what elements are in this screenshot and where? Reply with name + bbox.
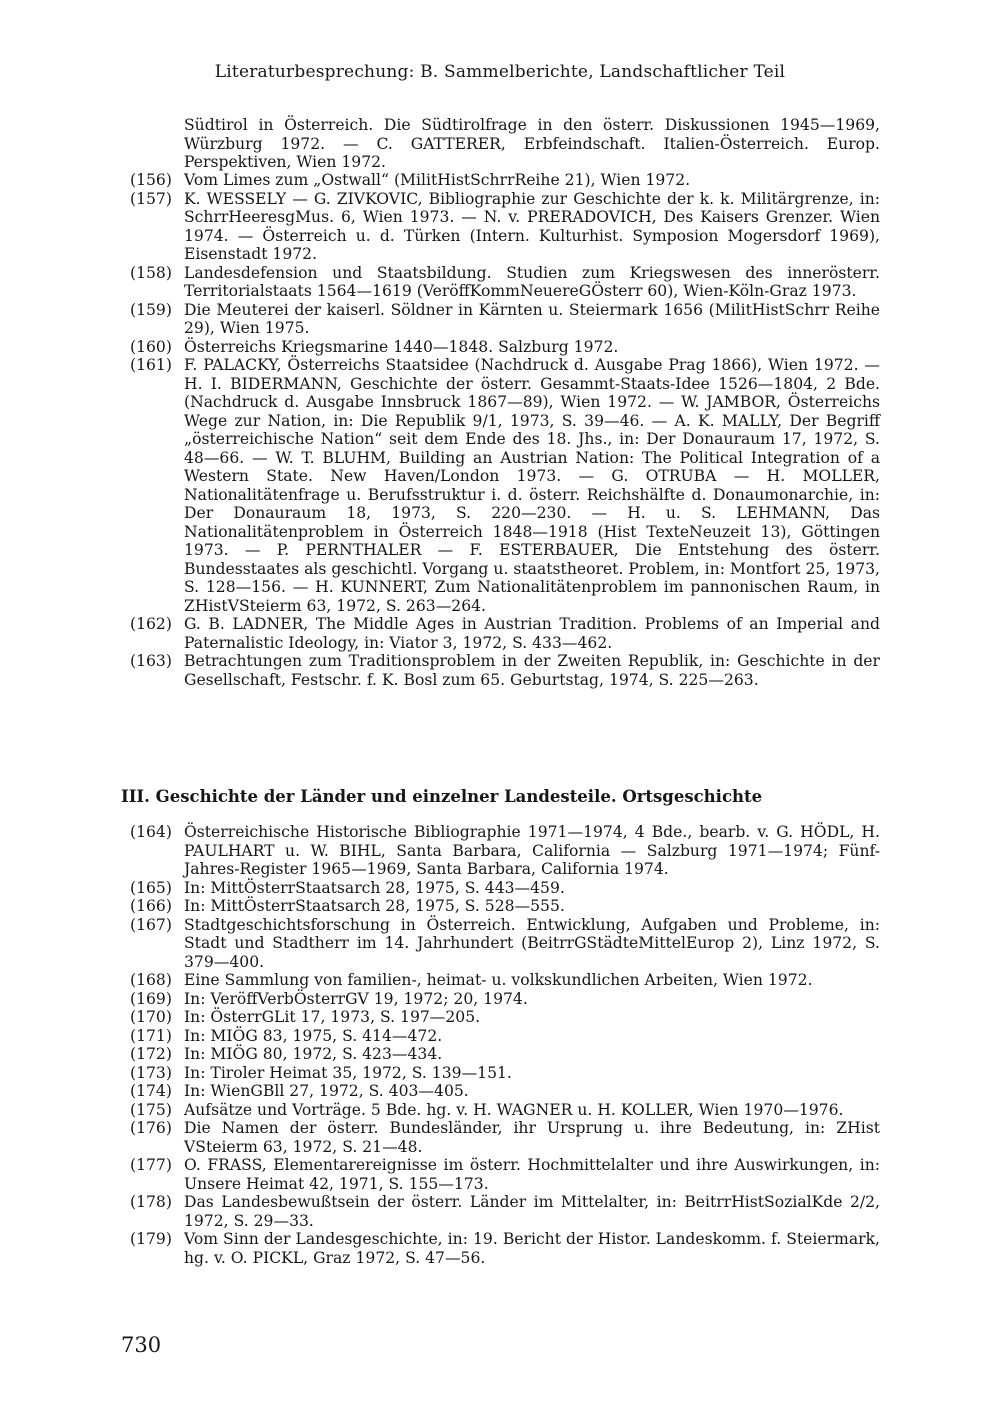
entry-number: (169) — [130, 989, 172, 1008]
entry-number: (158) — [130, 263, 172, 282]
bibliography-entry — [130, 171, 880, 190]
entry-text: In: MittÖsterrStaatsarch 28, 1975, S. 443—459. — [184, 878, 565, 897]
entry-number: (168) — [130, 971, 172, 989]
entry-number: (159) — [130, 300, 172, 319]
entry-number: (179) — [130, 1230, 172, 1248]
bibliography-entry — [130, 916, 880, 972]
bibliography-entry — [130, 301, 880, 338]
continuation-paragraph: Südtirol in Österreich. Die Südtirolfrage in den österr. Diskussionen 1945—1969, Würzburg 1972. — C. GATTERER, Erbfeindschaft. Italien-Österreich. Europ. Perspektiven, Wien 1972. — [184, 116, 880, 171]
entry-text: Die Meuterei der kaiserl. Söldner in Kärnten u. Steiermark 1656 (MilitHistSchrr Reihe 29), Wien 1975. — [184, 300, 880, 337]
entry-number: (165) — [130, 878, 172, 897]
running-head: Literaturbesprechung: B. Sammelberichte, Landschaftlicher Teil — [214, 62, 786, 82]
bibliography-entry — [130, 879, 880, 898]
entry-text: In: MittÖsterrStaatsarch 28, 1975, S. 528—555. — [184, 897, 565, 915]
entry-number: (175) — [130, 1100, 172, 1119]
entry-text: K. WESSELY — G. ZIVKOVIC, Bibliographie zur Geschichte der k. k. Militärgrenze, in: SchrrHeeresgMus. 6, Wien 1973. — N. v. PRERADOVICH, Des Kaisers Grenzer. Wien 1974. — Österreich u. d. Türken (Intern. Kulturhist. Symposion Mogersdorf 1969), Eisenstadt 1972. — [184, 189, 880, 263]
bibliography-entry — [130, 1156, 880, 1193]
bibliography-entry — [130, 1082, 880, 1101]
entry-number: (178) — [130, 1193, 172, 1211]
entry-number: (163) — [130, 652, 172, 670]
section-heading: III. Geschichte der Länder und einzelner Landesteile. Ortsgeschichte — [121, 787, 763, 806]
bibliography-entry — [130, 1008, 880, 1027]
entry-text: Das Landesbewußtsein der österr. Länder im Mittelalter, in: BeitrrHistSozialKde 2/2, 1972, S. 29—33. — [184, 1193, 880, 1230]
entry-text: Aufsätze und Vorträge. 5 Bde. hg. v. H. WAGNER u. H. KOLLER, Wien 1970—1976. — [184, 1100, 844, 1119]
bibliography-entry — [130, 338, 880, 357]
bibliography-entry — [130, 1064, 880, 1083]
entry-text: Betrachtungen zum Traditionsproblem in der Zweiten Republik, in: Geschichte in der Gesellschaft, Festschr. f. K. Bosl zum 65. Geburtstag, 1974, S. 225—263. — [184, 652, 880, 689]
entry-number: (167) — [130, 915, 172, 934]
bibliography-entry — [130, 190, 880, 264]
entry-text: Vom Sinn der Landesgeschichte, in: 19. Bericht der Histor. Landeskomm. f. Steiermark, hg. v. O. PICKL, Graz 1972, S. 47—56. — [184, 1230, 880, 1267]
bibliography-entry — [130, 1119, 880, 1156]
entry-text: In: Tiroler Heimat 35, 1972, S. 139—151. — [184, 1063, 512, 1082]
bibliography-entry — [130, 971, 880, 990]
entry-text: Stadtgeschichtsforschung in Österreich. Entwicklung, Aufgaben und Probleme, in: Stadt und Stadtherr im 14. Jahrhundert (BeitrrGStädteMittelEurop 2), Linz 1972, S. 379—400. — [184, 915, 880, 971]
entry-number: (162) — [130, 615, 172, 633]
bibliography-entry — [130, 1101, 880, 1120]
entry-text: In: MIÖG 80, 1972, S. 423—434. — [184, 1045, 443, 1063]
bibliography-entry — [130, 356, 880, 615]
entry-text: In: MIÖG 83, 1975, S. 414—472. — [184, 1026, 443, 1045]
bibliography-entry — [130, 897, 880, 916]
entry-text: Österreichs Kriegsmarine 1440—1848. Salzburg 1972. — [184, 337, 619, 356]
entry-text: Landesdefension und Staatsbildung. Studien zum Kriegswesen des innerösterr. Territorialstaats 1564—1619 (VeröffKommNeuereGÖsterr 60), Wien-Köln-Graz 1973. — [184, 263, 880, 300]
page-number: 730 — [121, 1333, 162, 1357]
bibliography-entry — [130, 1045, 880, 1064]
entry-text: Eine Sammlung von familien-, heimat- u. volkskundlichen Arbeiten, Wien 1972. — [184, 971, 813, 989]
entry-text: In: VeröffVerbÖsterrGV 19, 1972; 20, 1974. — [184, 989, 528, 1008]
bibliography-entry — [130, 990, 880, 1009]
entry-number: (173) — [130, 1063, 172, 1082]
entry-text: G. B. LADNER, The Middle Ages in Austrian Tradition. Problems of an Imperial and Paternalistic Ideology, in: Viator 3, 1972, S. 433—462. — [184, 615, 880, 652]
bibliography-list-top — [130, 171, 880, 689]
bibliography-entry — [130, 823, 880, 879]
entry-text: In: WienGBll 27, 1972, S. 403—405. — [184, 1082, 469, 1100]
entry-number: (177) — [130, 1156, 172, 1174]
entry-number: (164) — [130, 823, 172, 841]
entry-number: (172) — [130, 1045, 172, 1063]
entry-number: (160) — [130, 337, 172, 356]
entry-number: (171) — [130, 1026, 172, 1045]
bibliography-entry — [130, 1027, 880, 1046]
entry-number: (174) — [130, 1082, 172, 1100]
entry-text: Die Namen der österr. Bundesländer, ihr Ursprung u. ihre Bedeutung, in: ZHist VSteierm 63, 1972, S. 21—48. — [184, 1119, 880, 1156]
entry-number: (161) — [130, 356, 172, 374]
entry-number: (170) — [130, 1008, 172, 1026]
entry-number: (156) — [130, 171, 172, 189]
entry-text: Vom Limes zum „Ostwall“ (MilitHistSchrrReihe 21), Wien 1972. — [184, 171, 691, 189]
bibliography-entry — [130, 264, 880, 301]
bibliography-entry — [130, 1230, 880, 1267]
entry-number: (157) — [130, 189, 172, 208]
entry-text: O. FRASS, Elementarereignisse im österr. Hochmittelalter und ihre Auswirkungen, in: Unsere Heimat 42, 1971, S. 155—173. — [184, 1156, 880, 1193]
entry-number: (166) — [130, 897, 172, 915]
entry-text: Österreichische Historische Bibliographie 1971—1974, 4 Bde., bearb. v. G. HÖDL, H. PAULHART u. W. BIHL, Santa Barbara, California — Salzburg 1971—1974; Fünf-Jahres-Register 1965—1969, Santa Barbara, California 1974. — [184, 823, 880, 878]
entry-text: In: ÖsterrGLit 17, 1973, S. 197—205. — [184, 1008, 481, 1026]
bibliography-entry — [130, 652, 880, 689]
bibliography-entry — [130, 615, 880, 652]
entry-text: F. PALACKY, Österreichs Staatsidee (Nachdruck d. Ausgabe Prag 1866), Wien 1972. — H. I. BIDERMANN, Geschichte der österr. Gesammt-Staats-Idee 1526—1804, 2 Bde. (Nachdruck d. Ausgabe Innsbruck 1867—89), Wien 1972. — W. JAMBOR, Österreichs Wege zur Nation, in: Die Republik 9/1, 1973, S. 39—46. — A. K. MALLY, Der Begriff „österreichische Nation“ seit dem Ende des 18. Jhs., in: Der Donauraum 17, 1972, S. 48—66. — W. T. BLUHM, Building an Austrian Nation: The Political Integration of a Western State. New Haven/London 1973. — G. OTRUBA — H. MOLLER, Nationalitätenfrage u. Berufsstruktur i. d. österr. Reichshälfte d. Donaumonarchie, in: Der Donauraum 18, 1973, S. 220—230. — H. u. S. LEHMANN, Das Nationalitätenproblem in Österreich 1848—1918 (Hist TexteNeuzeit 13), Göttingen 1973. — P. PERNTHALER — F. ESTERBAUER, Die Entstehung des österr. Bundesstaates als geschichtl. Vorgang u. staatstheoret. Problem, in: Montfort 25, 1973, S. 128—156. — H. KUNNERT, Zum Nationalitätenproblem im pannonischen Raum, in ZHistVSteierm 63, 1972, S. 263—264. — [184, 356, 880, 615]
entry-number: (176) — [130, 1119, 172, 1137]
bibliography-entry — [130, 1193, 880, 1230]
bibliography-list-bottom — [130, 823, 880, 1267]
